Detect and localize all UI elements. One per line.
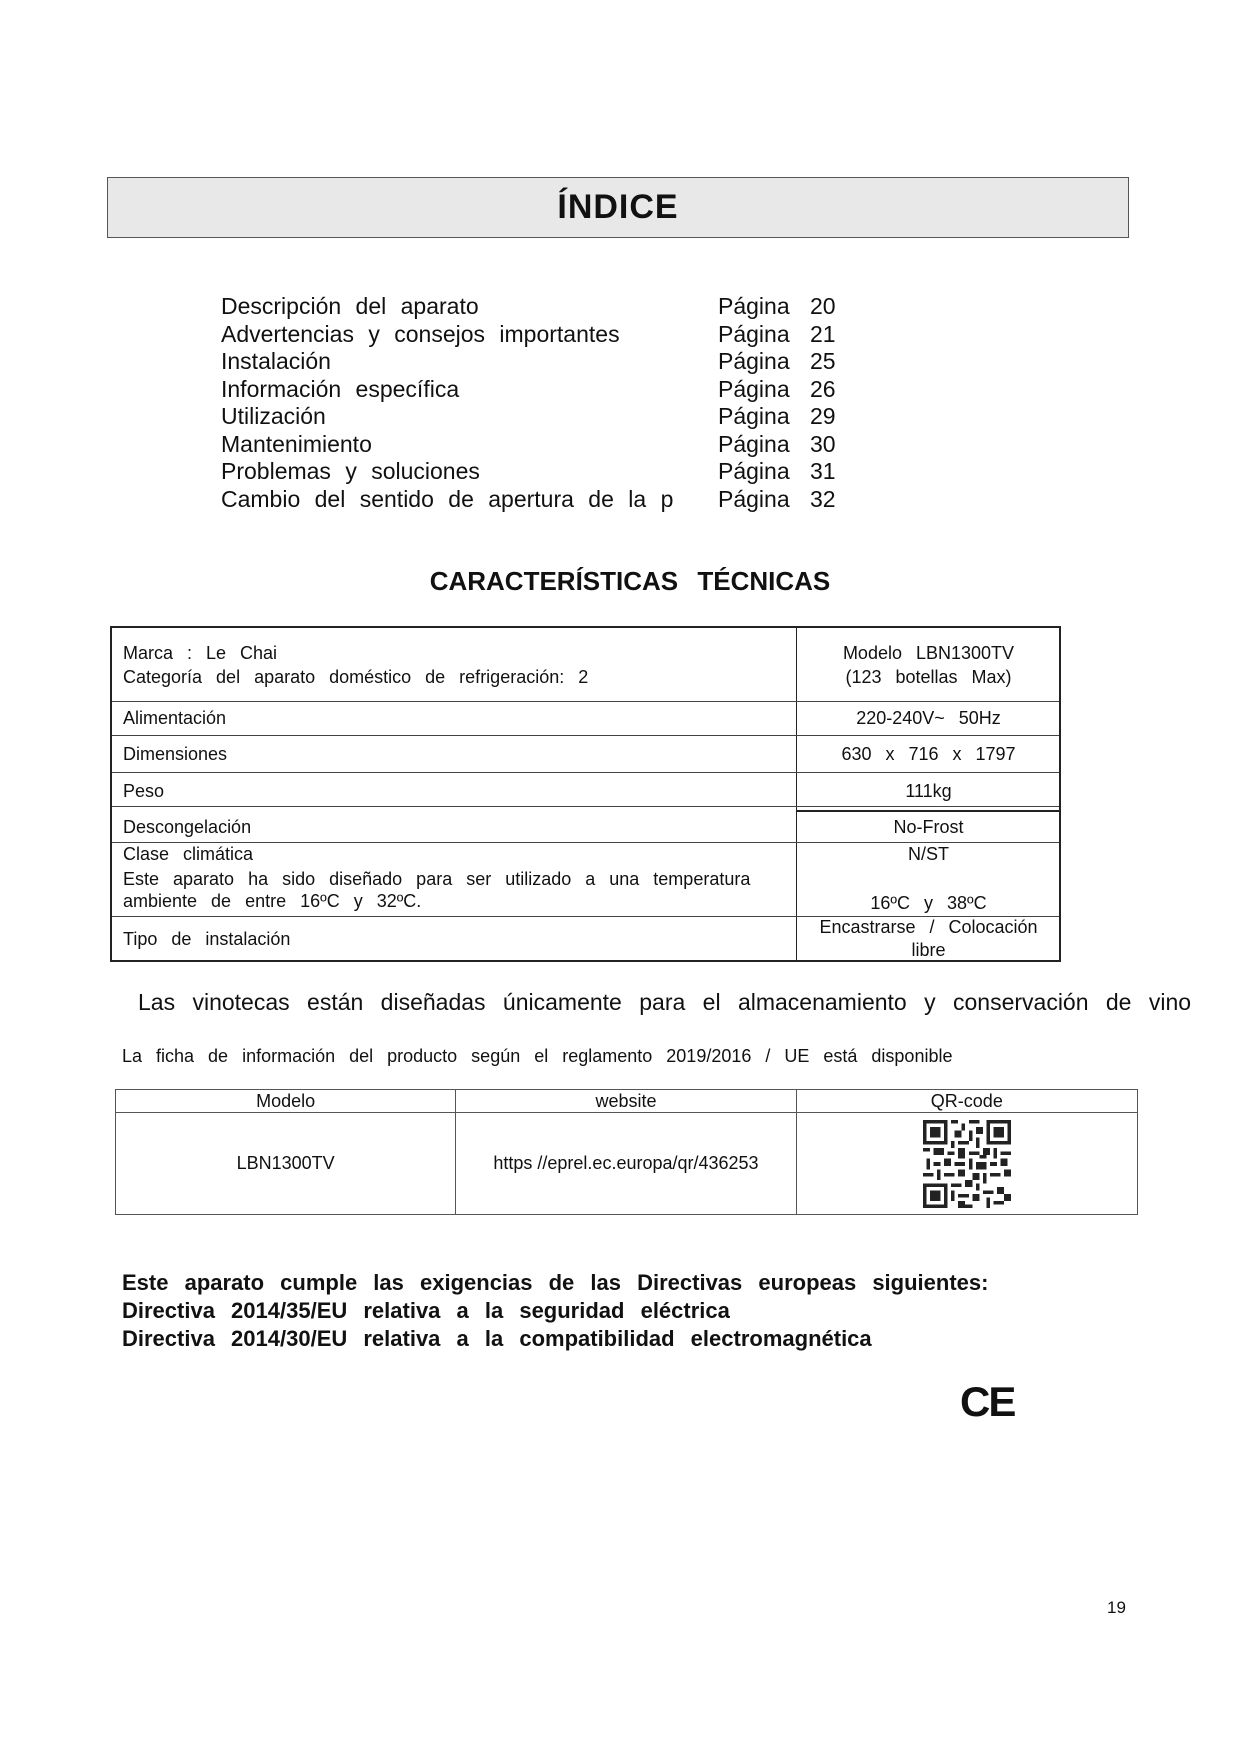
row-divider [112, 772, 1059, 773]
toc-page-number: 30 [810, 430, 836, 457]
spec-climate-label: Clase climática [123, 844, 254, 864]
spec-install-label: Tipo de instalación [123, 929, 291, 949]
toc-entry [221, 348, 851, 376]
specs-title: CARACTERÍSTICAS TÉCNICAS [429, 566, 831, 596]
ce-mark-icon: CE [960, 1378, 1015, 1425]
toc-page-number: 32 [810, 485, 836, 512]
toc-page-word: Página [718, 430, 790, 457]
spec-climate-note: ambiente de entre 16ºC y 32ºC. [123, 891, 422, 911]
toc-page-number: 21 [810, 320, 836, 347]
toc-entry [221, 403, 851, 431]
row-divider [112, 701, 1059, 702]
toc-page-number: 25 [810, 348, 836, 374]
toc-page-word: Página [718, 403, 790, 429]
toc-label: Utilización [221, 403, 326, 429]
eprel-website: https //eprel.ec.europa/qr/436253 [456, 1113, 796, 1215]
toc-entry [221, 486, 851, 514]
toc-label: Advertencias y consejos importantes [221, 320, 620, 347]
spec-capacity: (123 botellas Max) [845, 667, 1012, 687]
eprel-table [115, 1089, 1138, 1215]
row-divider [112, 735, 1059, 736]
toc-label: Cambio del sentido de apertura de la p [221, 485, 674, 512]
product-info-notice: La ficha de información del producto según el reglamento 2019/2016 / UE está disponible [122, 1046, 953, 1066]
toc-page-number: 29 [810, 403, 836, 429]
toc-page-number: 31 [810, 458, 836, 484]
toc-label: Problemas y soluciones [221, 458, 480, 484]
toc-label: Instalación [221, 348, 331, 374]
spec-model: Modelo LBN1300TV [842, 643, 1015, 663]
toc-entry [221, 376, 851, 404]
table-of-contents [221, 293, 851, 513]
qr-code-icon [923, 1120, 1011, 1208]
spec-row-value: 220-240V~ 50Hz [856, 708, 1001, 728]
table-header-row [116, 1090, 1138, 1113]
toc-entry [221, 293, 851, 321]
spec-climate-value: N/ST [907, 844, 949, 864]
toc-page-word: Página [718, 293, 790, 319]
spec-climate-note: Este aparato ha sido diseñado para ser utilizado a una temperatura [123, 869, 751, 889]
toc-page-number: 26 [810, 375, 836, 402]
eu-directives [122, 1269, 988, 1353]
spec-climate-range: 16ºC y 38ºC [870, 893, 987, 913]
directive-line: Este aparato cumple las exigencias de las Directivas europeas siguientes: [122, 1270, 989, 1295]
spec-install-value: Encastrarse / Colocación [819, 917, 1038, 937]
column-header: Modelo [116, 1090, 456, 1113]
column-divider [796, 628, 797, 962]
directive-line: Directiva 2014/30/EU relativa a la compatibilidad electromagnética [122, 1326, 872, 1351]
toc-label: Mantenimiento [221, 430, 372, 457]
table-row [116, 1113, 1138, 1215]
spec-install-value: libre [911, 940, 946, 960]
spec-row-value: 111kg [905, 781, 952, 801]
spec-row-value: No-Frost [893, 817, 964, 837]
spec-row-value: 630 x 716 x 1797 [841, 744, 1016, 764]
spec-row-label: Dimensiones [123, 744, 228, 764]
toc-entry [221, 431, 851, 459]
column-header: website [456, 1090, 796, 1113]
toc-page-number: 20 [810, 293, 836, 319]
row-divider [112, 806, 1059, 807]
toc-label: Información específica [221, 375, 460, 402]
column-header: QR-code [796, 1090, 1137, 1113]
toc-page-word: Página [718, 458, 790, 484]
qr-code-cell [796, 1113, 1137, 1215]
toc-page-word: Página [718, 375, 790, 402]
toc-entry [221, 321, 851, 349]
toc-entry [221, 458, 851, 486]
spec-row-label: Peso [123, 781, 165, 801]
toc-page-word: Página [718, 320, 790, 347]
page-number: 19 [1107, 1598, 1126, 1617]
spec-brand: Marca : Le Chai [123, 643, 278, 663]
spec-row-label: Descongelación [123, 817, 252, 837]
toc-page-word: Página [718, 348, 790, 374]
spec-category: Categoría del aparato doméstico de refrigeración: 2 [123, 667, 589, 687]
row-divider [796, 810, 1059, 812]
specs-table [110, 626, 1061, 962]
directive-line: Directiva 2014/35/EU relativa a la seguridad eléctrica [122, 1298, 730, 1323]
spec-row-label: Alimentación [123, 708, 227, 728]
eprel-model: LBN1300TV [116, 1113, 456, 1215]
usage-note: Las vinotecas están diseñadas únicamente para el almacenamiento y conservación de vino [138, 989, 1192, 1015]
toc-label: Descripción del aparato [221, 293, 479, 319]
toc-page-word: Página [718, 485, 790, 512]
index-title: ÍNDICE [107, 177, 1129, 238]
